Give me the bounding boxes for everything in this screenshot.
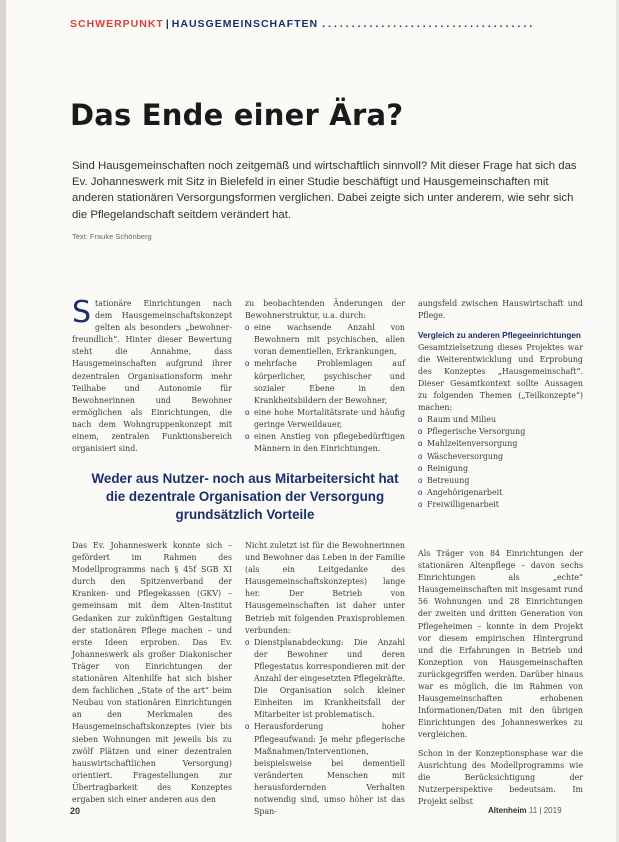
column-1-bottom: Das Ev. Johanneswerk konnte sich – gefördert im Rahmen des Modellprogramms nach § 45f SGB XI durch den Spitzenverband der Kranken- und Pflegekassen (GKV) – gemeinsam mit dem Alten-Institut Gedanken zur zukünftigen Gestaltung der stationären Pflege machen – und erste Ideen erproben. Das Ev. Johanneswerk als großer Diakonischer Träger von Einrichtungen der stationären Altenhilfe hat sich bisher dem fachlichen „State of the art“ beim Neubau von stationären Einrichtungen an den Merkmalen des Hausgemeinschaftskonzeptes (vier bis sieben Wohnungen mit jeweils bis zu zwölf Plätzen und einer dezentralen hauswirtschaftlichen Versorgung) orientiert. Fragestellungen zur Übertragbarkeit des Konzeptes ergaben sich einer anderen aus den [72, 541, 232, 804]
list-item: o Herausforderung hoher Pflegeaufwand: Je mehr pflegerische Maßnahmen/Interventionen, beispielsweise bei dementiell veränderten Menschen mit herausfordernden Verhalten notwendig sind, umso höher ist das Span- [245, 721, 405, 818]
column-2-bottom [245, 540, 405, 818]
footer-issue [488, 806, 562, 815]
header-category: SCHWERPUNKT [70, 18, 164, 30]
column-3-list [418, 414, 583, 511]
list-item: o Dienstplanabdeckung: Die Anzahl der Bewohner und deren Pflegestatus korrespondieren mit der Anzahl der eingesetzten Pflegekräfte. Die Organisation solch kleiner Einheiten im Krankheitsfall der Mitarbeiter ist problematisch. [245, 637, 405, 722]
article-lead: Sind Hausgemeinschaften noch zeitgemäß und wirtschaftlich sinnvoll? Mit dieser Frage hat sich das Ev. Johanneswerk mit Sitz in Bielefeld in einer Studie beschäftigt und Hausgemeinschaften mit anderen stationären Versorgungsformen verglichen. Dabei zeigte sich unter anderem, wie sehr sich die Pflegelandschaft seitdem verändert hat. [72, 160, 577, 221]
column-3-top [418, 298, 583, 511]
footer-issue-number: 11 | 2019 [528, 806, 562, 815]
column-3-paragraph: Gesamtzielsetzung dieses Projektes war die Weiterentwicklung und Erprobung des Konzeptes „Hausgemeinschaft“. Dieser Gesamtkontext sollte Aussagen zu folgenden Themen („Teilkonzepte“) machen: [418, 342, 583, 413]
column-3-bottom-p1: Als Träger von 84 Einrichtungen der stationären Altenpflege – davon sechs Einrichtungen als „echte“ Hausgemeinschaften mit insgesamt rund 56 Wohnungen und 28 Einrichtungen der zweiten und dritten Generation von Pflegeheimen – konnte in dem Projekt vor diesem empirischen Hintergrund und die Erfahrungen in Betrieb und Konzeption von Hausgemeinschaften zurückgegriffen werden. Darüber hinaus war es möglich, die im Rahmen von Hausgemeinschaften erhobenen Informationen/Daten mit den übrigen Einrichtungen des Johanneswerkes zu vergleichen. [418, 549, 583, 740]
list-item: o Mahlzeitenversorgung [418, 438, 583, 450]
column-2-intro: zu beobachtenden Änderungen der Bewohnerstruktur, u.a. durch: [245, 299, 405, 321]
column-1-top [72, 295, 232, 455]
list-item: o Betreuung [418, 475, 583, 487]
column-3-intro: aungsfeld zwischen Hauswirtschaft und Pflege. [418, 299, 583, 321]
column-2-top [245, 298, 405, 455]
list-item: o einen Anstieg von pflegebedürftigen Männern in den Einrichtungen. [245, 431, 405, 455]
dropcap: S [72, 295, 92, 330]
list-item: o eine wachsende Anzahl von Bewohnern mit psychischen, allen voran dementiellen, Erkrankungen, [245, 322, 405, 358]
column-3-bottom-p2: Schon in der Konzeptionsphase war die Ausrichtung des Modellprogramms wie die Berücksichtigung der Nutzerperspektive bedeutsam. Im Projekt selbst [418, 748, 583, 806]
list-item: o Angehörigenarbeit [418, 487, 583, 499]
page-number: 20 [70, 806, 81, 816]
list-item: o Raum und Milieu [418, 414, 583, 426]
column-2-bottom-intro: Nicht zuletzt ist für die Bewohnerinnen und Bewohner das Leben in der Familie (als ein Leitgedanke des Hausgemeinschaftskonzeptes) lange her. Der Betrieb von Hausgemeinschaften ist daher unter Betrieb mit folgenden Praxisproblemen verbunden: [245, 541, 405, 635]
list-item: o mehrfache Problemlagen auf körperlicher, psychischer und sozialer Ebene in den Krankheitsbildern der Bewohner, [245, 358, 405, 406]
column-2-bottom-list [245, 637, 405, 818]
header-separator: | [165, 18, 170, 30]
list-item: o Reinigung [418, 463, 583, 475]
list-item: o eine hohe Mortalitätsrate und häufig geringe Verweildauer, [245, 407, 405, 431]
list-item: o Freiwilligenarbeit [418, 499, 583, 511]
column-1-text: tationäre Einrichtungen nach dem Hausgemeinschaftskonzept gelten als besonders „bewohner-freundlich“. Hinter dieser Bewertung steht die Annahme, dass Hausgemeinschaften aufgrund ihrer dezentralen Organisationsform mehr Teilhabe und Autonomie für Bewohnerinnen und Bewohner ermöglichen als Einrichtungen, die nach dem Wohngruppenkonzept mit einem, zentralen Funktionsbereich organisiert sind. [72, 299, 232, 454]
section-header [70, 18, 590, 30]
article-byline: Text: Frauke Schönberg [72, 232, 152, 241]
header-dots: .................................... [322, 18, 536, 30]
column-2-list [245, 322, 405, 455]
list-item: o Wäscheversorgung [418, 451, 583, 463]
column-3-bottom [418, 548, 583, 808]
list-item: o Pflegerische Versorgung [418, 426, 583, 438]
pull-quote: Weder aus Nutzer- noch aus Mitarbeitersicht hat die dezentrale Organisation der Versorgung grundsätzlich Vorteile [91, 471, 399, 522]
page-edge-shadow [0, 0, 6, 842]
column-3-subhead: Vergleich zu anderen Pflegeeinrichtungen [418, 331, 581, 341]
header-topic: HAUSGEMEINSCHAFTEN [171, 18, 319, 30]
footer-magazine: Altenheim [488, 806, 527, 815]
article-title: Das Ende einer Ära? [70, 98, 404, 132]
